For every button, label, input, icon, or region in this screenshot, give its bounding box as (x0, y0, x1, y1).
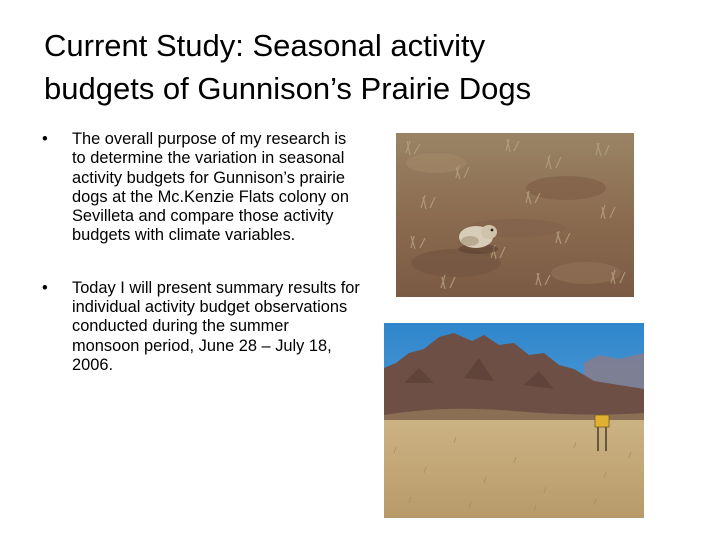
bullet-item-results (40, 279, 360, 375)
bullet-text-purpose: The overall purpose of my research is to determine the variation in seasonal activity budgets for Gunnison’s prairie dogs at the Mc.Kenzie Flats colony on Sevilleta and compare those activity budgets with climate variables. (72, 130, 349, 245)
prairie-dog-figure (458, 225, 498, 254)
prairie-dog-photo (396, 133, 634, 297)
bullet-item-purpose (40, 130, 360, 246)
bullet-dot-icon: • (42, 278, 48, 297)
bullet-list (40, 130, 360, 408)
landscape-photo (384, 323, 644, 518)
slide-title-line-1: Current Study: Seasonal activity (44, 28, 486, 63)
landscape-photo-field (384, 420, 644, 518)
bullet-text-results: Today I will present summary results for individual activity budget observations conducted during the summer monsoon period, June 28 – July 18, 2006. (72, 278, 360, 374)
slide-title (44, 24, 684, 110)
bullet-dot-icon: • (42, 130, 48, 148)
slide-title-line-2: budgets of Gunnison’s Prairie Dogs (44, 71, 532, 106)
